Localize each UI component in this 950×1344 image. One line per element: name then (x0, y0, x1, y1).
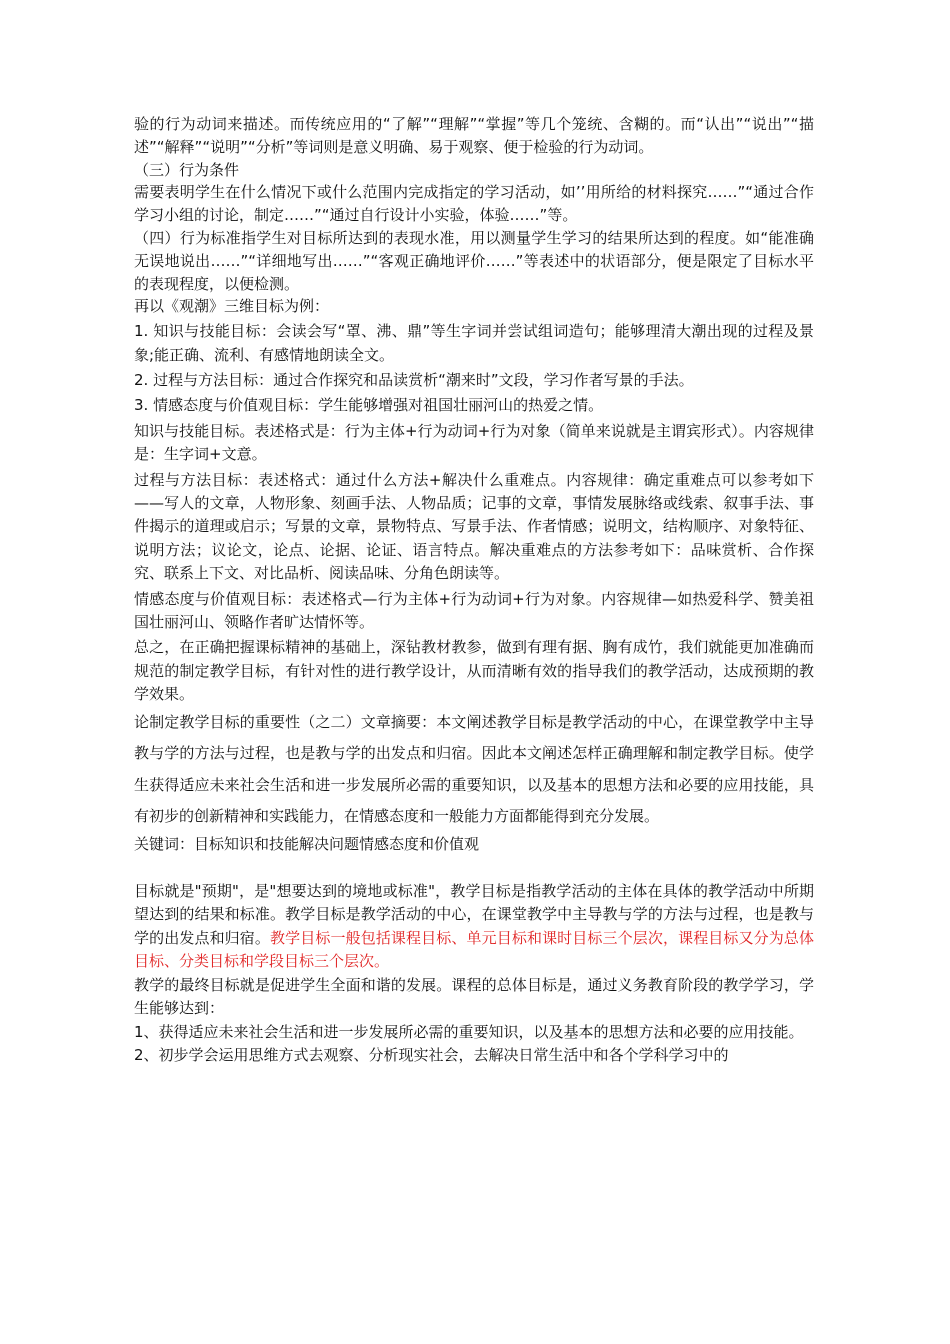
list-item-knowledge-goal: 1. 知识与技能目标：会读会写“罩、沸、鼎”等生字词并尝试组词造句；能够理清大潮出现的过程及景象;能正确、流利、有感情地朗读全文。 (134, 322, 814, 364)
paragraph-emotion-format: 情感态度与价值观目标：表述格式—行为主体+行为动词+行为对象。内容规律—如热爱科学、赞美祖国壮丽河山、领略作者旷达情怀等。 (134, 589, 814, 632)
goal-levels-highlight: 教学目标一般包括课程目标、单元目标和课时目标三个层次，课程目标又分为总体目标、分类目标和学段目标三个层次。 (134, 928, 814, 971)
list-item-goal-2: 2、初步学会运用思维方式去观察、分析现实社会，去解决日常生活中和各个学科学习中的 (134, 1045, 729, 1064)
paragraph-behavior-verbs: 验的行为动词来描述。而传统应用的“了解”“理解”“掌握”等几个笼统、含糊的。而“认出”“说出”“描述”“解释”“说明”“分析”等词则是意义明确、易于观察、便于检验的行为动词。 (134, 115, 814, 156)
blank-line (134, 856, 814, 880)
list-item-emotion-goal: 3. 情感态度与价值观目标：学生能够增强对祖国壮丽河山的热爱之情。 (134, 396, 604, 415)
paragraph-knowledge-format: 知识与技能目标。表述格式是：行为主体+行为动词+行为对象（简单来说就是主谓宾形式）。内容规律是：生字词+文意。 (134, 421, 814, 464)
paragraph-behavior-standard: （四）行为标准指学生对目标所达到的表现水准，用以测量学生学习的结果所达到的程度。如“能准确无误地说出……”“详细地写出……”“客观正确地评价……”等表述中的状语部分，便是限定了目标水平的表现程度，以便检测。 (134, 228, 814, 293)
list-item-goal-1: 1、获得适应未来社会生活和进一步发展所必需的重要知识，以及基本的思想方法和必要的应用技能。 (134, 1022, 804, 1041)
list-item-process-goal: 2. 过程与方法目标：通过合作探究和品读赏析“潮来时”文段，学习作者写景的手法。 (134, 370, 694, 389)
paragraph-ultimate-goal: 教学的最终目标就是促进学生全面和谐的发展。课程的总体目标是，通过义务教育阶段的教学学习，学生能够达到： (134, 975, 814, 1018)
document-body (134, 113, 814, 1067)
paragraph-keywords: 关键词：目标知识和技能解决问题情感态度和价值观 (134, 834, 480, 853)
paragraph-behavior-condition: 需要表明学生在什么情况下或什么范围内完成指定的学习活动，如’’用所给的材料探究……”“通过合作学习小组的讨论，制定……”“通过自行设计小实验，体验……”等。 (134, 183, 814, 225)
paragraph-example-intro: 再以《观潮》三维目标为例： (134, 297, 330, 316)
goal-definition-text: 目标就是"预期"，是"想要达到的境地或标准"，教学目标是指教学活动的主体在具体的教学活动中所期望达到的结果和标准。教学目标是教学活动的中心，在课堂教学中主导教与学的方法与过程，也是教与学的出发点和归宿。 (134, 882, 814, 947)
paragraph-goal-definition (134, 880, 814, 974)
paragraph-conclusion: 总之，在正确把握课标精神的基础上，深钻教材教参，做到有理有据、胸有成竹，我们就能更加准确而规范的制定教学目标，有针对性的进行教学设计，从而清晰有效的指导我们的教学活动，达成预期的教学效果。 (134, 638, 814, 704)
paragraph-process-format: 过程与方法目标：表述格式：通过什么方法+解决什么重难点。内容规律：确定重难点可以参考如下——写人的文章，人物形象、刻画手法、人物品质；记事的文章，事情发展脉络或线索、叙事手法、事件揭示的道理或启示；写景的文章，景物特点、写景手法、作者情感；说明文，结构顺序、对象特征、说明方法；议论文，论点、论据、论证、语言特点。解决重难点的方法参考如下：品味赏析、合作探究、联系上下文、对比品析、阅读品味、分角色朗读等。 (134, 470, 814, 583)
heading-behavior-condition: （三）行为条件 (134, 160, 240, 179)
paragraph-abstract: 论制定教学目标的重要性（之二）文章摘要：本文阐述教学目标是教学活动的中心，在课堂教学中主导教与学的方法与过程，也是教与学的出发点和归宿。因此本文阐述怎样正确理解和制定教学目标。使学生获得适应未来社会生活和进一步发展所必需的重要知识，以及基本的思想方法和必要的应用技能，具有初步的创新精神和实践能力，在情感态度和一般能力方面都能得到充分发展。 (134, 712, 814, 826)
